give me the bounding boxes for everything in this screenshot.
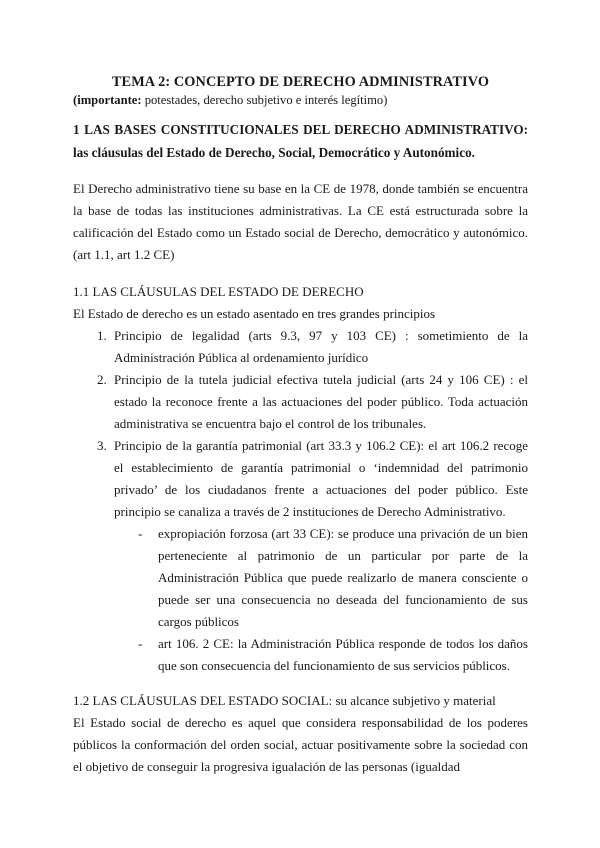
section-1-2-paragraph: El Estado social de derecho es aquel que considera responsabilidad de los poderes públicos la conformación del orden social, actuar positivamente sobre la sociedad con el objetivo de conseguir la progresiva igualación de las personas (igualdad (73, 715, 528, 774)
sub-list-item-text: expropiación forzosa (art 33 CE): se produce una privación de un bien perteneciente al patrimonio de un particular por parte de la Administración Pública que puede realizarlo de manera consciente o puede ser una consecuencia no deseada del funcionamiento de sus cargos públicos (158, 526, 528, 629)
section-1-1-lead: El Estado de derecho es un estado asentado en tres grandes principios (73, 306, 436, 321)
document-body (73, 70, 528, 778)
section-1-1-heading: 1.1 LAS CLÁUSULAS DEL ESTADO DE DERECHO (73, 284, 364, 299)
page-title: TEMA 2: CONCEPTO DE DERECHO ADMINISTRATIVO (111, 74, 490, 90)
list-item-text: Principio de legalidad (arts 9.3, 97 y 103 CE) : sometimiento de la Administración Pública al ordenamiento jurídico (114, 328, 528, 365)
section-heading-1: 1 LAS BASES CONSTITUCIONALES DEL DERECHO ADMINISTRATIVO: las cláusulas del Estado de Derecho, Social, Democrático y Autonómico. (73, 122, 528, 160)
sub-list-item (140, 523, 528, 633)
list-item (110, 435, 528, 677)
intro-paragraph: El Derecho administrativo tiene su base en la CE de 1978, donde también se encuentra la base de todas las instituciones administrativas. La CE está estructurada sobre la calificación del Estado como un Estado social de Derecho, democrático y autonómico. (art 1.1, art 1.2 CE) (73, 181, 528, 262)
list-item (110, 325, 528, 369)
principles-list (73, 325, 528, 677)
subtitle-rest: potestades, derecho subjetivo e interés legítimo) (141, 93, 388, 107)
sub-list (114, 523, 528, 677)
section-1-2-heading: 1.2 LAS CLÁUSULAS DEL ESTADO SOCIAL: su alcance subjetivo y material (73, 693, 496, 708)
list-item-text: Principio de la garantía patrimonial (art 33.3 y 106.2 CE): el art 106.2 recoge el establecimiento de garantía patrimonial o ‘indemnidad del patrimonio privado’ de los ciudadanos frente a actuaciones del poder público. Este principio se canaliza a través de 2 instituciones de Derecho Administrativo. (114, 438, 528, 519)
sub-list-item (140, 633, 528, 677)
subtitle-bold: (importante: (73, 93, 142, 107)
dash-bullet: - (138, 526, 143, 541)
list-item (110, 369, 528, 435)
dash-bullet: - (138, 636, 143, 651)
sub-list-item-text: art 106. 2 CE: la Administración Pública responde de todos los daños que son consecuencia del funcionamiento de sus servicios públicos. (158, 636, 528, 673)
list-item-text: Principio de la tutela judicial efectiva tutela judicial (arts 24 y 106 CE) : el estado la reconoce frente a las actuaciones del poder público. Toda actuación administrativa se encuentra bajo el control de los tribunales. (114, 372, 528, 431)
